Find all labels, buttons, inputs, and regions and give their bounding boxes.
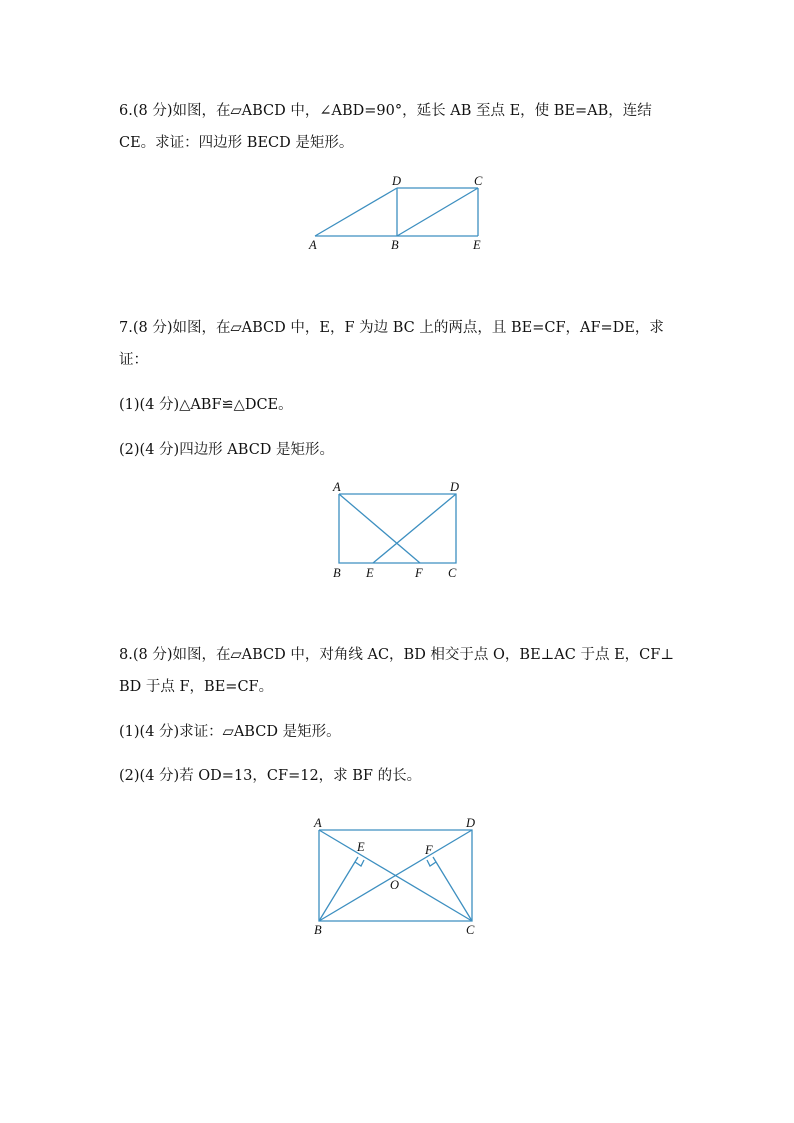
q6-edge-bc [397, 188, 478, 236]
q8-label-o: O [390, 878, 400, 892]
q8-text-line1: 8.(8 分)如图，在▱ABCD 中，对角线 AC，BD 相交于点 O，BE⊥AC 于点 E，CF⊥ [119, 647, 674, 663]
q7-segment-de [373, 494, 456, 563]
q7-label-d: D [450, 480, 460, 494]
q7-label-a: A [333, 480, 341, 494]
q7-figure [325, 475, 470, 585]
q7-segment-af [339, 494, 420, 563]
q7-text-line1: 7.(8 分)如图，在▱ABCD 中，E，F 为边 BC 上的两点，且 BE=CF，AF=DE，求 [119, 320, 664, 336]
q6-edge-ad [315, 188, 397, 236]
q7-label-e: E [366, 566, 374, 580]
q7-text-line2: 证： [119, 352, 148, 368]
q7-part2: (2)(4 分)四边形 ABCD 是矩形。 [119, 442, 335, 458]
q8-label-b: B [314, 923, 322, 937]
q7-label-f: F [415, 566, 423, 580]
q8-text-line2: BD 于点 F，BE=CF。 [119, 679, 274, 695]
q8-part1: (1)(4 分)求证：▱ABCD 是矩形。 [119, 724, 341, 740]
q8-label-c: C [466, 923, 475, 937]
q7-part1: (1)(4 分)△ABF≌△DCE。 [119, 397, 293, 413]
q6-label-d: D [392, 174, 402, 188]
q8-label-e: E [357, 840, 365, 854]
q6-label-c: C [474, 174, 483, 188]
q8-figure [305, 812, 490, 942]
q8-part2: (2)(4 分)若 OD=13，CF=12，求 BF 的长。 [119, 768, 422, 784]
q6-figure [300, 170, 500, 254]
q6-label-a: A [309, 238, 317, 252]
q8-label-d: D [466, 816, 476, 830]
q7-rectangle-abcd [339, 494, 456, 563]
q8-label-f: F [425, 843, 433, 857]
q7-label-c: C [448, 566, 457, 580]
q8-segment-be [319, 857, 358, 921]
q6-label-e: E [473, 238, 481, 252]
q6-text-line2: CE。求证：四边形 BECD 是矩形。 [119, 135, 354, 151]
q7-label-b: B [333, 566, 341, 580]
q6-text-line1: 6.(8 分)如图，在▱ABCD 中，∠ABD=90°，延长 AB 至点 E，使 BE=AB，连结 [119, 103, 652, 119]
q6-label-b: B [391, 238, 399, 252]
q8-label-a: A [314, 816, 322, 830]
q8-segment-cf [433, 857, 472, 921]
